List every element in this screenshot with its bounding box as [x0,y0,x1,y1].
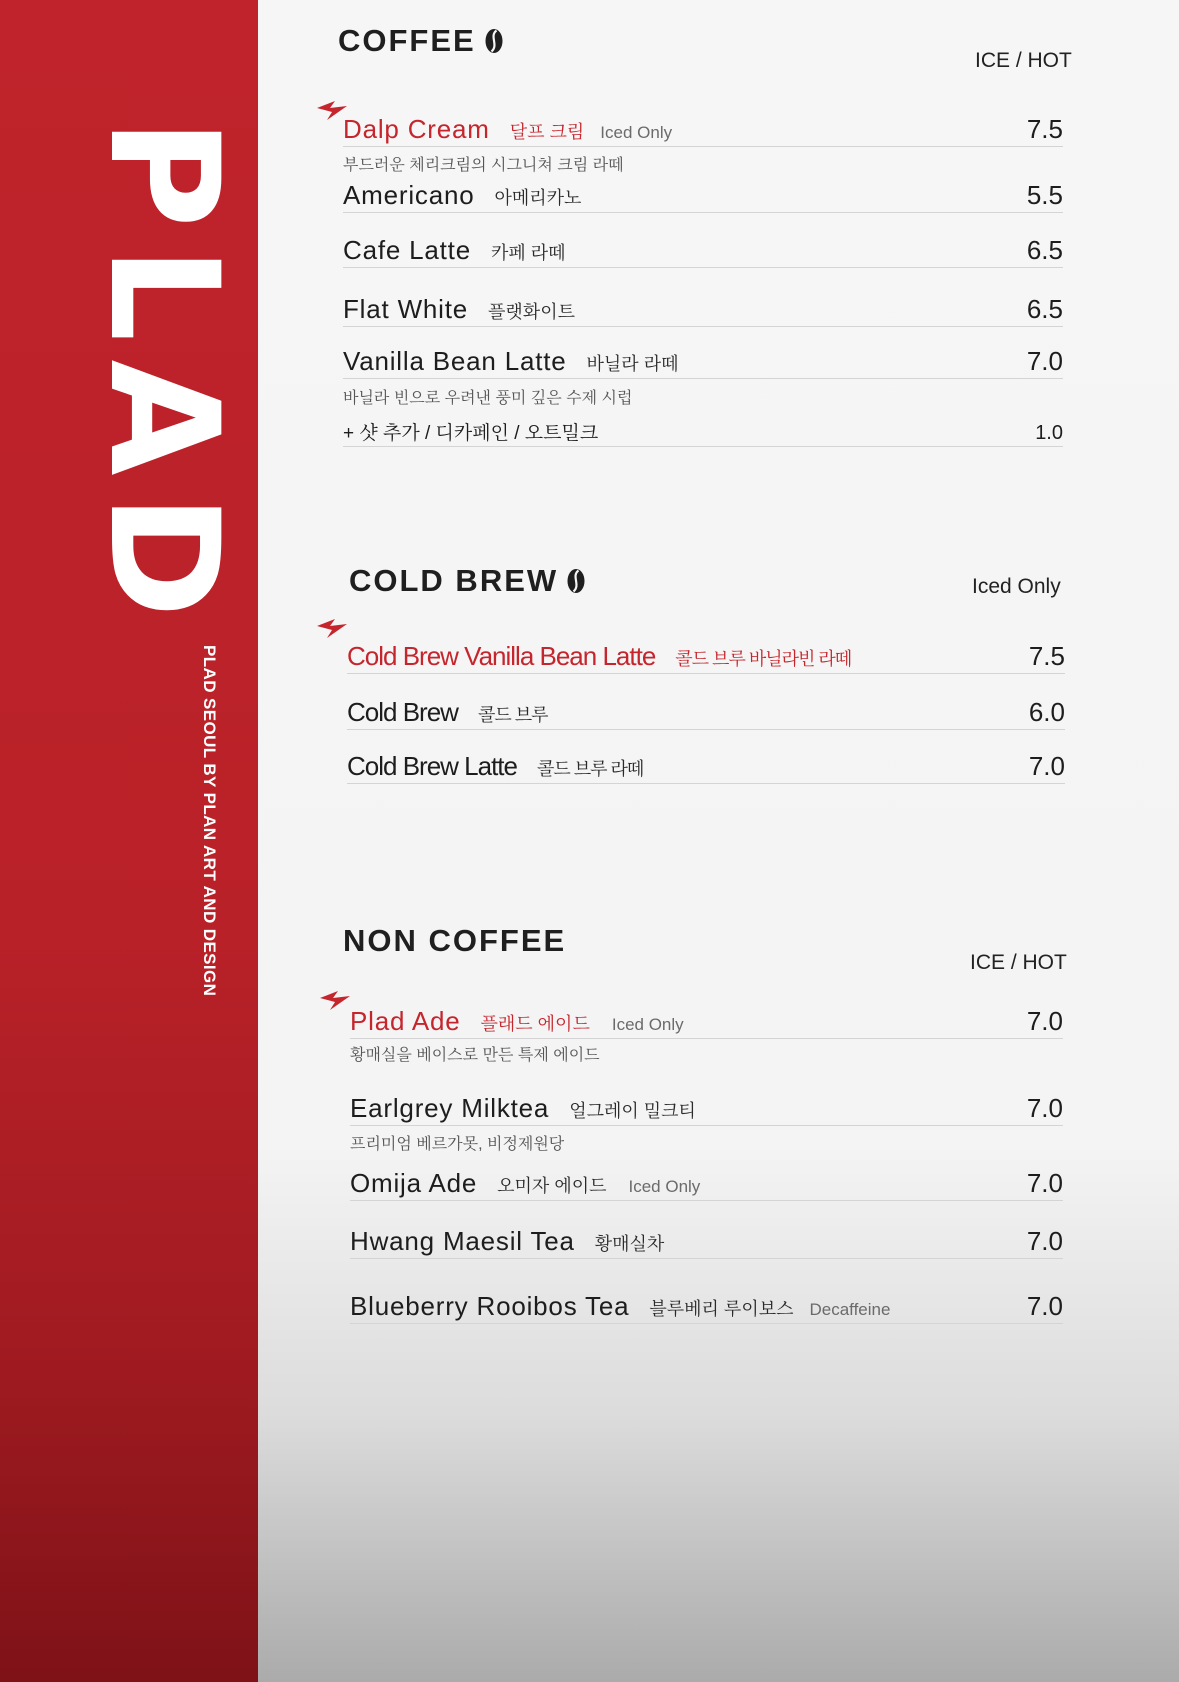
brand-sidebar [0,0,258,1682]
coffee-bean-icon [566,568,586,594]
item-price: 7.5 [1026,114,1063,144]
cold-brew-section-title [349,558,586,604]
lightning-bolt-icon [315,618,349,640]
menu-item-extras[interactable] [343,406,1063,447]
item-name: Hwang Maesil Tea [350,1226,575,1256]
item-name: Dalp Cream [343,114,490,144]
item-name: Blueberry Rooibos Tea [350,1291,630,1321]
brand-tagline-text: PLAD SEOUL BY PLAN ART AND DESIGN [200,645,219,997]
item-price: 7.5 [1028,641,1065,671]
item-korean-name: 블루베리 루이보스 [649,1299,794,1319]
item-korean-name: 달프 크림 [509,122,585,142]
item-price: 1.0 [1035,422,1063,444]
item-price: 7.0 [1028,751,1065,781]
item-name: Omija Ade [350,1168,478,1198]
item-description: 황매실을 베이스로 만든 특제 에이드 [350,1047,600,1064]
coffee-temp-label: ICE / HOT [975,49,1072,72]
item-name: Americano [343,180,475,210]
menu-item-hwang-maesil-tea[interactable] [350,1218,1063,1259]
item-korean-name: 플래드 에이드 [480,1014,590,1034]
item-korean-name: 콜드 브루 [477,705,548,725]
menu-item-plad-ade[interactable] [350,998,1063,1039]
item-korean-name: 얼그레이 밀크티 [569,1101,696,1121]
item-name: Plad Ade [350,1006,461,1036]
item-name: + 샷 추가 / 디카페인 / 오트밀크 [343,423,599,444]
item-description: 프리미엄 베르가못, 비정제원당 [350,1136,565,1153]
non-coffee-temp-label: ICE / HOT [970,951,1067,974]
item-price: 7.0 [1026,1291,1063,1321]
item-price: 7.0 [1026,1093,1063,1123]
item-korean-name: 바닐라 라떼 [586,354,679,374]
item-price: 7.0 [1026,1168,1063,1198]
menu-item-americano[interactable] [343,172,1063,213]
brand-logo-text: PLAD [76,118,250,637]
item-korean-name: 콜드 브루 바닐라빈 라떼 [675,649,852,669]
coffee-title-text: COFFEE [338,23,476,58]
menu-item-blueberry-rooibos-tea[interactable] [350,1283,1063,1324]
item-korean-name: 콜드 브루 라떼 [536,759,644,779]
menu-item-earlgrey-milktea[interactable] [350,1085,1063,1126]
menu-item-omija-ade[interactable] [350,1160,1063,1201]
item-name: Cold Brew Vanilla Bean Latte [347,641,656,671]
item-price: 6.5 [1026,235,1063,265]
item-tag: Iced Only [628,1177,701,1196]
item-description: 바닐라 빈으로 우려낸 풍미 깊은 수제 시럽 [343,390,633,407]
menu-item-flat-white[interactable] [343,286,1063,327]
cold-brew-title-text: COLD BREW [349,563,559,598]
item-price: 6.5 [1026,294,1063,324]
item-korean-name: 플랫화이트 [488,302,575,322]
item-price: 7.0 [1026,1226,1063,1256]
menu-item-vanilla-bean-latte[interactable] [343,338,1063,379]
non-coffee-section-title [343,918,566,964]
item-korean-name: 카페 라떼 [490,243,566,263]
item-price: 5.5 [1026,180,1063,210]
item-price: 6.0 [1028,697,1065,727]
item-name: Cold Brew [347,697,458,727]
menu-item-dalp-cream[interactable] [343,106,1063,147]
menu-item-cold-brew-latte[interactable] [347,743,1065,784]
item-name: Cafe Latte [343,235,471,265]
item-korean-name: 아메리카노 [494,188,582,208]
item-name: Flat White [343,294,469,324]
item-korean-name: 황매실차 [594,1234,665,1254]
cold-brew-temp-label: Iced Only [972,575,1061,598]
item-name: Earlgrey Milktea [350,1093,550,1123]
brand-logo [76,118,250,637]
item-description: 부드러운 체리크림의 시그니쳐 크림 라떼 [343,157,624,174]
item-name: Vanilla Bean Latte [343,346,567,376]
coffee-bean-icon [484,28,504,54]
menu-item-cold-brew[interactable] [347,689,1065,730]
item-price: 7.0 [1026,1006,1063,1036]
item-tag: Iced Only [600,123,673,142]
menu-item-cold-brew-vanilla-bean-latte[interactable] [347,633,1065,674]
menu-item-cafe-latte[interactable] [343,227,1063,268]
non-coffee-title-text: NON COFFEE [343,923,567,958]
brand-tagline [196,645,222,1025]
item-tag: Iced Only [611,1015,684,1034]
item-price: 7.0 [1026,346,1063,376]
item-korean-name: 오미자 에이드 [497,1176,607,1196]
coffee-section-title [338,18,504,64]
item-tag: Decaffeine [809,1300,891,1319]
item-name: Cold Brew Latte [347,751,517,781]
lightning-bolt-icon [318,990,352,1012]
